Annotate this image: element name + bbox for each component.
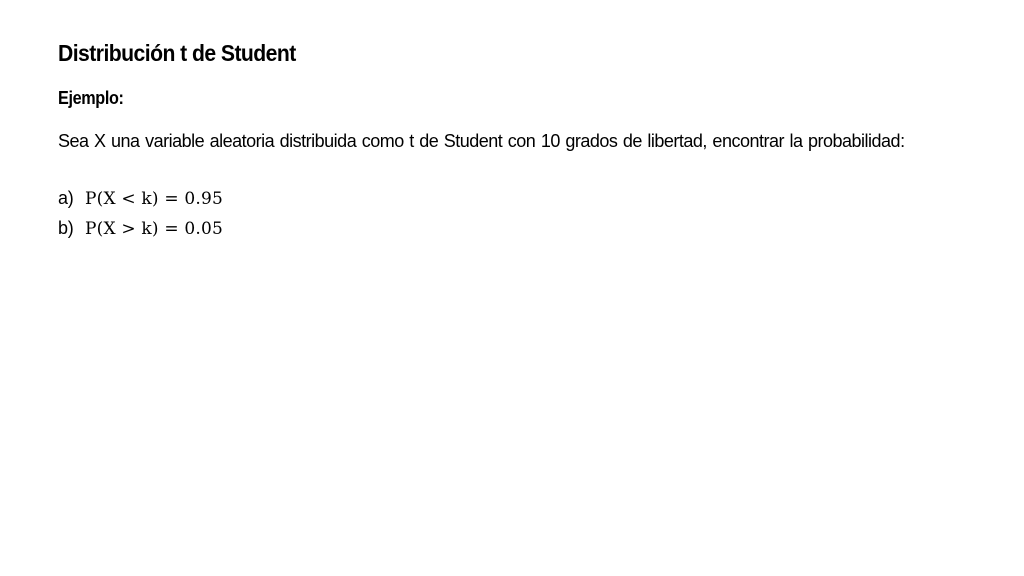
slide-title: Distribución t de Student <box>58 40 296 66</box>
example-heading: Ejemplo: <box>58 88 124 108</box>
problem-statement: Sea X una variable aleatoria distribuida como t de Student con 10 grados de libertad, encontrar la probabilidad: <box>58 131 905 151</box>
probability-expression: P(X > k) = 0.05 <box>85 219 224 239</box>
probability-expression: P(X < k) = 0.95 <box>85 189 224 209</box>
list-marker: a) <box>58 188 74 208</box>
list-marker: b) <box>58 218 74 238</box>
question-list <box>58 183 223 243</box>
list-item <box>58 183 223 213</box>
list-item <box>58 213 223 243</box>
